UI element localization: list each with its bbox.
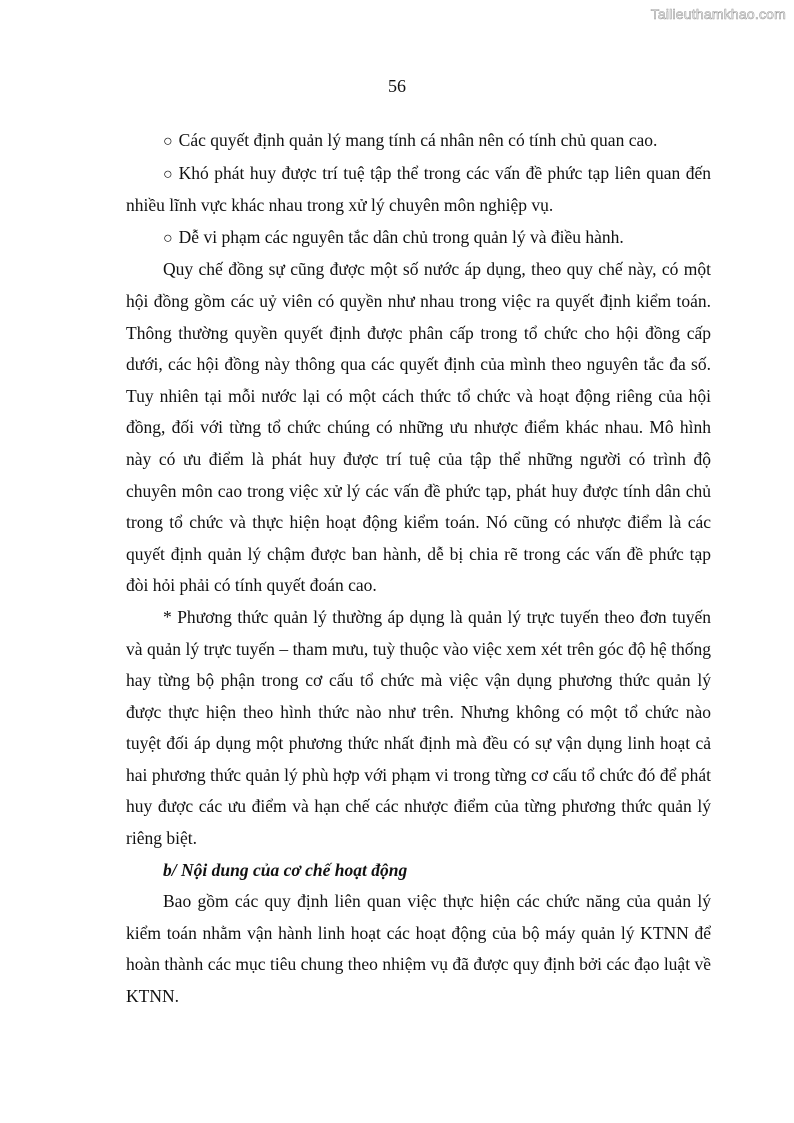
bullet-item	[126, 158, 711, 222]
watermark: Tailieuthamkhao.com	[650, 6, 786, 22]
paragraph-dong-su: Quy chế đồng sự cũng được một số nước áp dụng, theo quy chế này, có một hội đồng gồm các uỷ viên có quyền như nhau trong việc ra quyết định kiểm toán. Thông thường quyền quyết định được phân cấp trong tổ chức cho hội đồng cấp dưới, các hội đồng này thông qua các quyết định của mình theo nguyên tắc đa số. Tuy nhiên tại mỗi nước lại có một cách thức tổ chức và hoạt động riêng của hội đồng, đối với từng tổ chức chúng có những ưu nhược điểm khác nhau. Mô hình này có ưu điểm là phát huy được trí tuệ của tập thể những người có trình độ chuyên môn cao trong việc xử lý các vấn đề phức tạp, phát huy được tính dân chủ trong tổ chức và thực hiện hoạt động kiểm toán. Nó cũng có nhược điểm là các quyết định quản lý chậm được ban hành, dễ bị chia rẽ trong các vấn đề phức tạp đòi hỏi phải có tính quyết đoán cao.	[126, 259, 711, 596]
bullet-item	[126, 125, 711, 158]
document-body	[126, 125, 711, 1013]
bullet-circle-icon: ○	[163, 229, 173, 247]
section-subheading: b/ Nội dung của cơ chế hoạt động	[163, 859, 408, 880]
paragraph-phuong-thuc: * Phương thức quản lý thường áp dụng là quản lý trực tuyến theo đơn tuyến và quản lý trực tuyến – tham mưu, tuỳ thuộc vào việc xem xét trên góc độ hệ thống hay từng bộ phận trong cơ cấu tổ chức mà việc vận dụng phương thức quản lý được thực hiện theo hình thức nào như trên. Nhưng không có một tổ chức nào tuyệt đối áp dụng một phương thức nhất định mà đều có sự vận dụng linh hoạt cả hai phương thức quản lý phù hợp với phạm vi trong từng cơ cấu tổ chức đó để phát huy được các ưu điểm và hạn chế các nhược điểm của từng phương thức quản lý riêng biệt.	[126, 606, 711, 849]
paragraph-noi-dung: Bao gồm các quy định liên quan việc thực hiện các chức năng của quản lý kiểm toán nhằm vận hành linh hoạt các hoạt động của bộ máy quản lý KTNN để hoàn thành các mục tiêu chung theo nhiệm vụ đã được quy định bởi các đạo luật về KTNN.	[126, 891, 711, 1007]
bullet-item	[126, 222, 711, 255]
bullet-circle-icon: ○	[163, 133, 173, 150]
bullet-circle-icon: ○	[163, 165, 173, 183]
page-number: 56	[388, 76, 406, 96]
bullet-text: Các quyết định quản lý mang tính cá nhân nên có tính chủ quan cao.	[178, 130, 658, 150]
bullet-text: Dễ vi phạm các nguyên tắc dân chủ trong quản lý và điều hành.	[178, 226, 624, 247]
bullet-text: Khó phát huy được trí tuệ tập thể trong các vấn đề phức tạp liên quan đến nhiều lĩnh vực khác nhau trong xử lý chuyên môn nghiệp vụ.	[126, 162, 711, 216]
